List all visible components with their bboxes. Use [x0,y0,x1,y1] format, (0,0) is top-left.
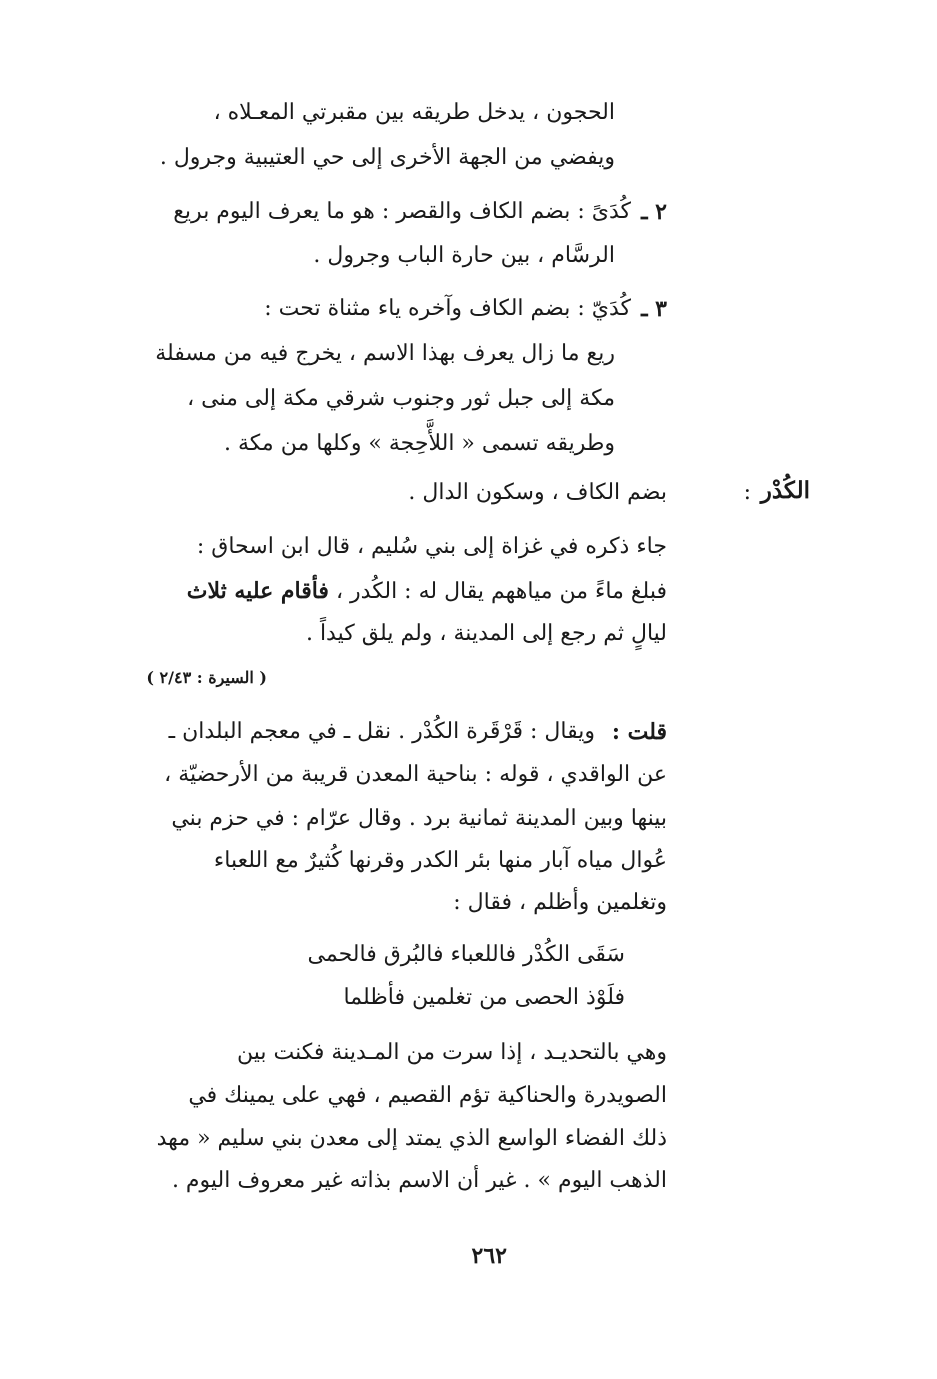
page-number: ٢٦٢ [471,1243,507,1269]
text-line: وطريقه تسمى « اللأَّحِجة » وكلها من مكة . [223,431,615,456]
entry-headword: الكُدْر [760,477,810,504]
list-number: ٣ ـ [641,296,667,322]
text-line: كُدَيّ : بضم الكاف وآخره ياء مثناة تحت : [264,296,631,321]
verse-line: سَقَى الكُدْر فاللعباء فالبُرق فالحمى [307,942,625,967]
text-line: الحجون ، يدخل طريقه بين مقبرتي المعـلاه ، [213,100,615,125]
text-line: ويفضي من الجهة الأخرى إلى حي العتيبية وجرول . [159,145,615,170]
entry-definition: بضم الكاف ، وسكون الدال . [408,480,667,505]
text-line: كُدَىً : بضم الكاف والقصر : هو ما يعرف اليوم بريع [173,199,631,224]
text-line: ذلك الفضاء الواسع الذي يمتد إلى معدن بني سليم « مهد [156,1126,667,1151]
text-line: عن الواقدي ، قوله : بناحية المعدن قريبة من الأرحضيّة ، [164,762,667,787]
bold-text-segment: فأقام عليه ثلاث [186,578,329,604]
text-line [187,576,667,607]
text-segment: فبلغ ماءً من مياههم يقال له : الكُدر ، [328,579,667,604]
text-line: جاء ذكره في غزاة إلى بني سُليم ، قال ابن اسحاق : [196,534,667,559]
text-line: بينها وبين المدينة ثمانية برد . وقال عرّام : في حزم بني [171,806,667,831]
qult-label: قلت : [611,719,667,745]
text-line: عُوال مياه آبار منها بئر الكدر وقرنها كُثيرٌ مع اللعباء [213,848,667,873]
text-line: الرسَّام ، بين حارة الباب وجرول . [313,243,615,268]
text-line: وتغلمين وأظلم ، فقال : [453,890,667,915]
headword-colon: : [743,480,751,505]
list-number: ٢ ـ [641,199,667,225]
text-line: الذهب اليوم » . غير أن الاسم بذاته غير معروف اليوم . [171,1168,667,1193]
text-line: مكة إلى جبل ثور وجنوب شرقي مكة إلى منى ، [187,386,615,411]
text-line: وهي بالتحديـد ، إذا سرت من المـدينة فكنت بين [237,1040,667,1065]
text-line: ريع ما زال يعرف بهذا الاسم ، يخرج فيه من مسفلة [155,341,615,366]
text-line: الصويدرة والحناكية تؤم القصيم ، فهي على يمينك في [188,1083,667,1108]
text-line: ويقال : قَرْقَرة الكُدْر . نقل ـ في معجم البلدان ـ [168,719,595,744]
citation: ( السيرة : ٢/٤٣ ) [146,668,267,687]
text-line: ليالٍ ثم رجع إلى المدينة ، ولم يلق كيداً . [305,621,667,646]
verse-line: فلَوْذ الحصى من تغلمين فأظلما [343,985,625,1010]
